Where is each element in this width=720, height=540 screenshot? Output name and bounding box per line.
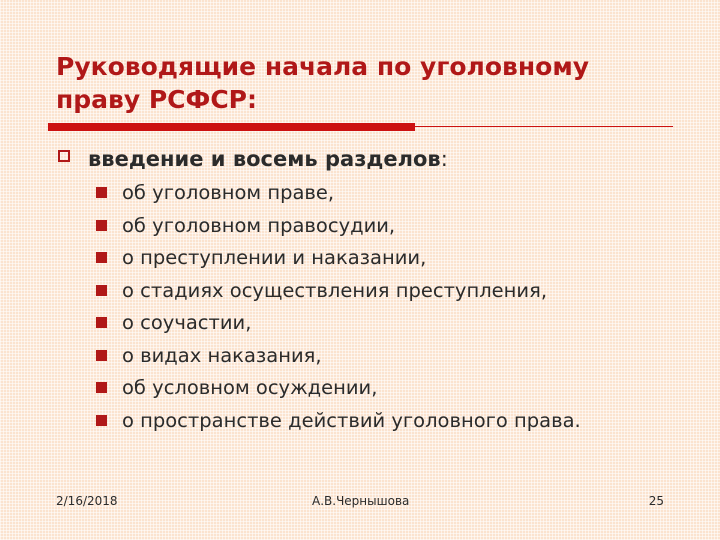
list-item-text: о стадиях осуществления преступления, bbox=[122, 278, 548, 302]
list-item-text: о соучастии, bbox=[122, 311, 252, 334]
filled-square-icon bbox=[96, 415, 107, 426]
list-item-text: об условном осуждении, bbox=[122, 376, 378, 399]
filled-square-icon bbox=[96, 382, 107, 393]
level1-tail: : bbox=[440, 147, 448, 171]
footer-author: А.В.Чернышова bbox=[312, 494, 410, 508]
filled-square-icon bbox=[96, 252, 107, 263]
slide-title: Руководящие начала по уголовному праву РСФСР: bbox=[56, 52, 590, 114]
filled-square-icon bbox=[96, 220, 107, 231]
list-item-text: о пространстве действий уголовного права. bbox=[122, 408, 581, 432]
list-item-text: об уголовном праве, bbox=[122, 181, 335, 204]
title-underline-thick bbox=[48, 123, 415, 131]
filled-square-icon bbox=[96, 285, 107, 296]
footer-date: 2/16/2018 bbox=[56, 494, 118, 508]
footer-page-number: 25 bbox=[648, 494, 664, 508]
filled-square-icon bbox=[96, 187, 107, 198]
filled-square-icon bbox=[96, 317, 107, 328]
level1-text bbox=[88, 145, 448, 173]
title-underline-thin bbox=[415, 126, 673, 127]
list-item-text: об уголовном правосудии, bbox=[122, 213, 396, 237]
filled-square-icon bbox=[96, 350, 107, 361]
level1-bold-text: введение и восемь разделов bbox=[88, 147, 441, 171]
list-item-text: о преступлении и наказании, bbox=[122, 246, 427, 269]
list-item-text: о видах наказания, bbox=[122, 343, 322, 367]
hollow-square-icon bbox=[58, 150, 70, 162]
